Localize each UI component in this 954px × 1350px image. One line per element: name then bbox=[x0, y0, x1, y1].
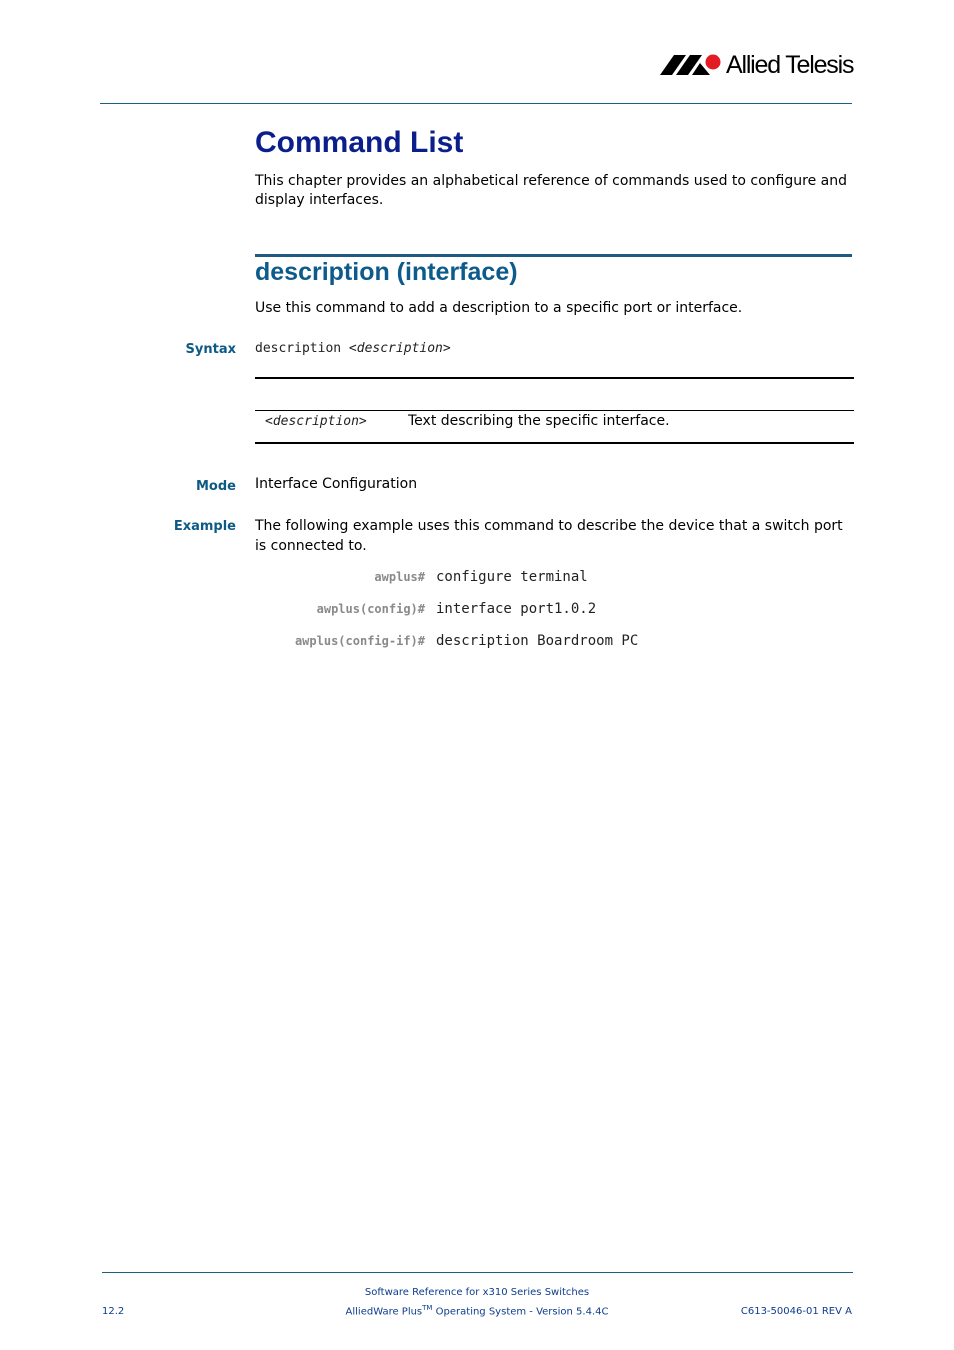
command-divider bbox=[255, 254, 852, 257]
page-number: 12.2 bbox=[102, 1306, 125, 1317]
table-top-rule bbox=[255, 377, 854, 379]
mode-value: Interface Configuration bbox=[255, 476, 418, 492]
footer-product: AlliedWare Plus bbox=[345, 1306, 423, 1318]
trademark-mark: TM bbox=[422, 1304, 433, 1312]
header-divider bbox=[100, 103, 852, 104]
parameter-name: <description> bbox=[265, 414, 367, 429]
footer-title: Software Reference for x310 Series Switches bbox=[364, 1287, 590, 1298]
example-description: The following example uses this command to describe the device that a switch port is connected to. bbox=[255, 518, 843, 554]
example-label: Example bbox=[173, 519, 236, 534]
syntax-line bbox=[255, 341, 451, 356]
cli-prompt: awplus# bbox=[374, 570, 425, 584]
cli-command: configure terminal bbox=[436, 569, 588, 585]
cli-command: description Boardroom PC bbox=[436, 633, 639, 649]
company-logo bbox=[660, 48, 854, 82]
chapter-title: Command List bbox=[255, 126, 464, 159]
command-description: Use this command to add a description to a specific port or interface. bbox=[255, 300, 743, 316]
syntax-keyword: description bbox=[255, 341, 349, 356]
cli-prompt: awplus(config-if)# bbox=[294, 634, 425, 648]
footer-divider bbox=[102, 1272, 853, 1273]
table-row bbox=[265, 413, 850, 429]
syntax-label: Syntax bbox=[185, 342, 236, 357]
chapter-intro: This chapter provides an alphabetical reference of commands used to configure and display interfaces. bbox=[255, 173, 847, 208]
table-bottom-rule bbox=[255, 442, 854, 444]
code-line bbox=[200, 569, 760, 585]
mode-label: Mode bbox=[196, 479, 236, 494]
table-header-rule bbox=[255, 410, 854, 411]
allied-telesis-mark-icon bbox=[660, 53, 722, 77]
code-line bbox=[200, 601, 760, 617]
cli-prompt: awplus(config)# bbox=[316, 602, 425, 616]
logo-text: Allied Telesis bbox=[726, 50, 854, 79]
document-id: C613-50046-01 REV A bbox=[740, 1306, 852, 1317]
command-title: description (interface) bbox=[255, 258, 518, 286]
parameter-description: Text describing the specific interface. bbox=[408, 413, 670, 429]
syntax-param: <description> bbox=[348, 341, 451, 356]
cli-command: interface port1.0.2 bbox=[436, 601, 597, 617]
code-line bbox=[200, 633, 760, 649]
footer-version: Operating System - Version 5.4.4C bbox=[432, 1306, 609, 1318]
